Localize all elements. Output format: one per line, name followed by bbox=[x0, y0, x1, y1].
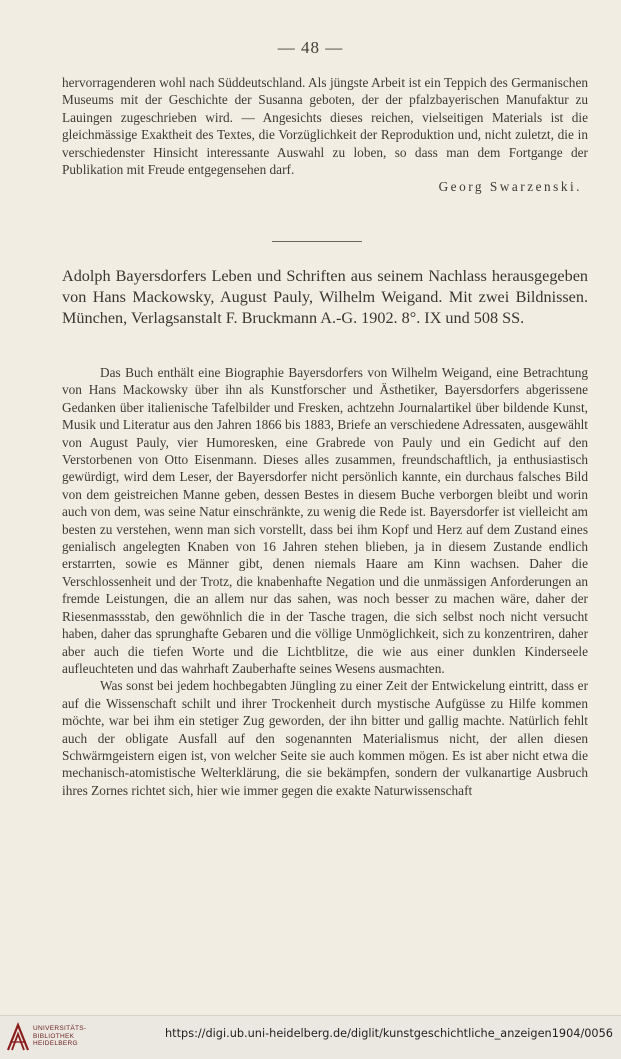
permalink-url[interactable]: https://digi.ub.uni-heidelberg.de/diglit/kunstgeschichtliche_anzeigen1904/0056 bbox=[165, 1027, 613, 1040]
book-entry-heading bbox=[62, 266, 588, 328]
book-title-citation: Adolph Bayersdorfers Leben und Schriften aus seinem Nachlass herausgegeben von Hans Mackowsky, August Pauly, Wilhelm Weigand. Mit zwei Bildnissen. München, Verlagsanstalt F. Bruckmann A.-G. 1902. 8°. IX und 508 SS. bbox=[62, 267, 588, 327]
review-body bbox=[62, 364, 588, 799]
review-signature: Georg Swarzenski. bbox=[438, 179, 582, 195]
section-divider bbox=[272, 241, 362, 242]
viewer-footer bbox=[0, 1015, 621, 1059]
body-paragraph-1: Das Buch enthält eine Biographie Bayersdorfers von Wilhelm Weigand, eine Betrachtung von Hans Mackowsky über ihn als Kunstforscher und Ästhetiker, Bayersdorfers abgerissene Gedanken über italienische Tafelbilder und Fresken, achtzehn Journalartikel über bildende Kunst, Musik und Literatur aus den Jahren 1866 bis 1883, Briefe an verschiedene Adressaten, ausgewählt von August Pauly, vier Humoresken, eine Grabrede von Pauly und ein Gedicht auf den Verstorbenen von Otto Eisenmann. Dieses alles zusammen, freundschaftlich, ja enthusiastisch gewürdigt, wird dem Leser, der Bayersdorfer nicht persönlich kannte, ein durchaus falsches Bild von dem geistreichen Manne geben, dessen Bestes in diesem Buche verborgen bleibt und worin auch von dem, was seine Natur einschränkte, zu wenig die Rede ist. Bayersdorfer ist vielleicht am besten zu verstehen, wenn man sich vorstellt, dass bei ihm Kopf und Herz auf dem Zustand eines genialisch angelegten Knaben von 16 Jahren stehen blieben, ja in diesem Zustande endlich erstarrten, sowie es Männer gibt, denen niemals Haare am Kinn wachsen. Daher die Verschlossenheit und der Trotz, die knabenhafte Negation und die unmässigen Anforderungen an fremde Leistungen, die an allem nur das sahen, was noch besser zu machen wäre, daher der Riesenmassstab, den gewöhnlich die in der Tasche tragen, die sich selbst noch nicht versucht haben, daher das sprunghafte Gebaren und die völlige Unmöglichkeit, sich zu konzentriren, daher aber auch die tiefen Worte und die Lichtblitze, die wie aus einer dunklen Kinderseele aufleuchteten und das wahrhaft Zauberhafte seines Wesens ausmachten. bbox=[62, 365, 588, 676]
university-library-logo-icon bbox=[6, 1022, 30, 1052]
library-name: UNIVERSITÄTS- BIBLIOTHEK HEIDELBERG bbox=[33, 1025, 87, 1048]
page-number: — 48 — bbox=[277, 38, 344, 57]
review-ending bbox=[62, 74, 588, 196]
body-paragraph-2: Was sonst bei jedem hochbegabten Jüngling zu einer Zeit der Entwickelung eintritt, dass er auf die Wissenschaft schilt und ihrer Trockenheit durch mystische Aufgüsse zu Hilfe kommen möchte, war bei ihm ein stetiger Zug geworden, der ihn bitter und gallig machte. Natürlich fehlt auch der obligate Ausfall auf den sogenannten Materialismus nicht, der allen diesen Schwärmgeistern eigen ist, von welcher Seite sie auch kommen mögen. Es ist aber nicht etwa die mechanisch-atomistische Welterklärung, die sie bekämpfen, sondern der vulkanartige Ausbruch ihres Zornes richtet sich, hier wie immer gegen die exakte Naturwissenschaft bbox=[62, 678, 588, 798]
review-paragraph: hervorragenderen wohl nach Süddeutschland. Als jüngste Arbeit ist ein Teppich des Germanischen Museums mit der Geschichte der Susanna geboten, der der pfalzbayerischen Manufaktur zu Lauingen zugeschrieben wird. — Angesichts dieses reichen, vielseitigen Materials ist die gleichmässige Exaktheit des Textes, die Vorzüglichkeit der Reproduktion und, nicht zuletzt, die in verschiedenster Hinsicht interessante Auswahl zu loben, so dass man dem Fortgange der Publikation mit Freude entgegensehen darf. bbox=[62, 75, 588, 178]
